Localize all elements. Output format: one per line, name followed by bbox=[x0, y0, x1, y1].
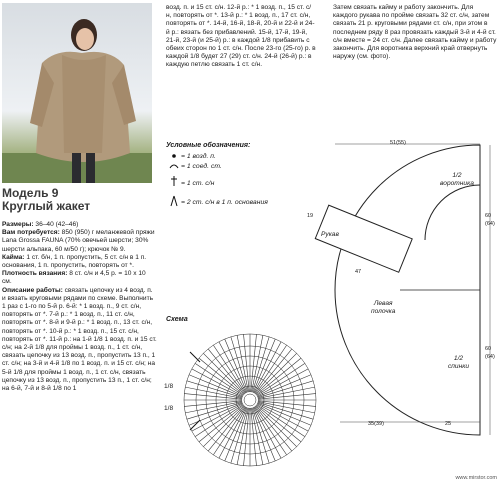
stitch-spoke bbox=[203, 406, 244, 447]
chain-stitch-symbol bbox=[172, 154, 176, 158]
stitch-spoke bbox=[257, 375, 311, 397]
sizes-label: Размеры: bbox=[2, 221, 34, 228]
legend-item-2: = 1 соед. ст. bbox=[181, 163, 222, 170]
schema-marker-bottom: 1/8 bbox=[164, 405, 174, 412]
collar-label: 1/2 воротника bbox=[440, 172, 474, 188]
materials-value: 850 (950) г меланжевой пряжи Lana Grossa FAUNA (70% овечьей шерсти; 30% шерсти альпака, 60 м/50 г); крючок № 9. bbox=[2, 229, 157, 253]
stitch-spoke bbox=[256, 353, 297, 394]
sleeve-label: Рукав bbox=[321, 231, 339, 238]
model-number: Модель 9 bbox=[2, 186, 59, 200]
model-photo bbox=[2, 3, 152, 183]
legend-title: Условные обозначения: bbox=[166, 142, 251, 149]
sleeve-width: 19 bbox=[307, 213, 314, 219]
arrow-top bbox=[190, 352, 200, 362]
top-measure: 51(55) bbox=[390, 140, 406, 146]
jacket-photo-illustration bbox=[2, 3, 152, 183]
slip-stitch-symbol bbox=[170, 165, 178, 168]
title-block bbox=[2, 187, 90, 213]
chain-value: 1 ст. б/н, 1 п. пропустить, 5 ст. с/н в 1 п. основания, 1 п. пропустить, повторять от *. bbox=[2, 253, 148, 270]
sizes-value: 36–40 (42–46) bbox=[33, 221, 79, 228]
bottom-right-measure: 25 bbox=[445, 421, 452, 427]
sleeve-length: 47 bbox=[355, 269, 362, 275]
right-top-measure: 60 (64) bbox=[485, 213, 495, 228]
stitch-spoke bbox=[244, 408, 250, 466]
work-label: Описание работы: bbox=[2, 286, 63, 294]
model-title: Круглый жакет bbox=[2, 199, 91, 213]
left-description bbox=[2, 221, 157, 393]
stitch-spoke bbox=[253, 339, 275, 393]
arrow-bottom bbox=[190, 420, 200, 430]
stitch-spoke bbox=[256, 406, 297, 447]
stitch-spoke bbox=[244, 334, 250, 392]
two-dc-symbol bbox=[171, 196, 174, 206]
site-watermark: www.mirstor.com bbox=[455, 475, 497, 481]
stitch-spoke bbox=[189, 403, 243, 425]
stitch-spoke bbox=[225, 407, 247, 461]
stitch-spoke bbox=[258, 394, 316, 400]
stitch-spoke bbox=[184, 401, 242, 407]
stitch-spoke bbox=[251, 334, 257, 392]
stitch-spoke bbox=[189, 375, 243, 397]
right-bottom-measure: 60 (64) bbox=[485, 346, 495, 361]
bottom-left-measure: 35(39) bbox=[368, 421, 384, 427]
density-value: 8 ст. с/н и 4,5 р. = 10 х 10 см. bbox=[2, 270, 148, 286]
back-label: 1/2 спинки bbox=[448, 355, 470, 371]
stitch-spoke bbox=[258, 401, 316, 407]
schema-marker-top: 1/8 bbox=[164, 383, 174, 390]
stitch-spoke bbox=[225, 339, 247, 393]
work-value: связать цепочку из 4 возд. п. и вязать круговыми рядами по схеме. Выполнить 1 раз с 1-го по 5-й р. 6-й: * 1 возд. п., 9 ст. с/н, повторять от *. 7-й р.: * 1 возд. п., 11 ст. с/н, повторять от *. 8-й и 9-й р.: * 1 возд. п., 13 ст. с/н, повторять от *. 10-й р.: * 1 возд. п., 15 ст. с/н, повторять от *. 11-й р.: на 1-й 1/8 1 возд. п. и 15 ст. с/н; на 2-й 1/8 для проймы 1 возд. п., 1 ст. с/н, связать цепочку из 13 возд. п., пропустить 13 п., 1 ст. с/н; на 3-й и 4-й 1/8 по 1 возд. п. и 15 ст. с/н; на 5-й 1/8 для проймы 1 возд. п., 1 ст. с/н, связать цепочку из 13 возд. п., пропустить 13 п., 1 ст. с/н; на 6-й, 7-й и 8-й 1/8 по 1 bbox=[2, 286, 159, 393]
materials-label: Вам потребуется: bbox=[2, 229, 60, 237]
legend-item-3: = 1 ст. с/н bbox=[181, 180, 215, 187]
legend-item-1: = 1 возд. п. bbox=[181, 153, 216, 160]
right-description: Затем связать кайму и работу закончить. Для каждого рукава по пройме связать 32 ст. с/н, затем связать 21 р. круговыми рядами ст. с/н, при этом в последнем ряду 8 раз провязать каждый 3-й и 4-й ст. с/н вместе = 24 ст. с/н. Далее связать кайму и работу закончить. Для воротника верхний край отвернуть наружу (см. фото). bbox=[333, 4, 499, 61]
stitch-spoke bbox=[253, 407, 275, 461]
shelf-label: Левая полочка bbox=[371, 300, 396, 316]
density-label: Плотность вязания: bbox=[2, 270, 68, 278]
middle-description: возд. п. и 15 ст. с/н. 12-й р.: * 1 возд. п., 15 ст. с/н, повторять от *. 13-й р.: * 1 возд. п., 17 ст. с/н, повторять от *. 14-й, 16-й, 18-й, 20-й и 22-й и 24-й р.: вязать без прибавлений. 15-й, 17-й, 19-й, 21-й, 23-й (и 25-й) р.: в каждой 1/8 прибавить с обеих сторон по 1 ст. с/н. После 23-го (25-го) р. в каждой 1/8 будет 27 (29) ст. с/н. 24-й (26-й) р.: в каждую петлю связать 1 ст. с/н. bbox=[166, 4, 318, 69]
stitch-spoke bbox=[257, 403, 311, 425]
crochet-schema bbox=[170, 322, 322, 478]
stitch-spoke bbox=[203, 353, 244, 394]
chain-label: Кайма: bbox=[2, 253, 25, 261]
stitch-spoke bbox=[251, 408, 257, 466]
legend-item-4: = 2 ст. с/н в 1 п. основания bbox=[181, 199, 268, 206]
schema-title: Схема bbox=[166, 316, 188, 323]
collar-curve bbox=[425, 185, 480, 240]
stitch-spoke bbox=[184, 394, 242, 400]
